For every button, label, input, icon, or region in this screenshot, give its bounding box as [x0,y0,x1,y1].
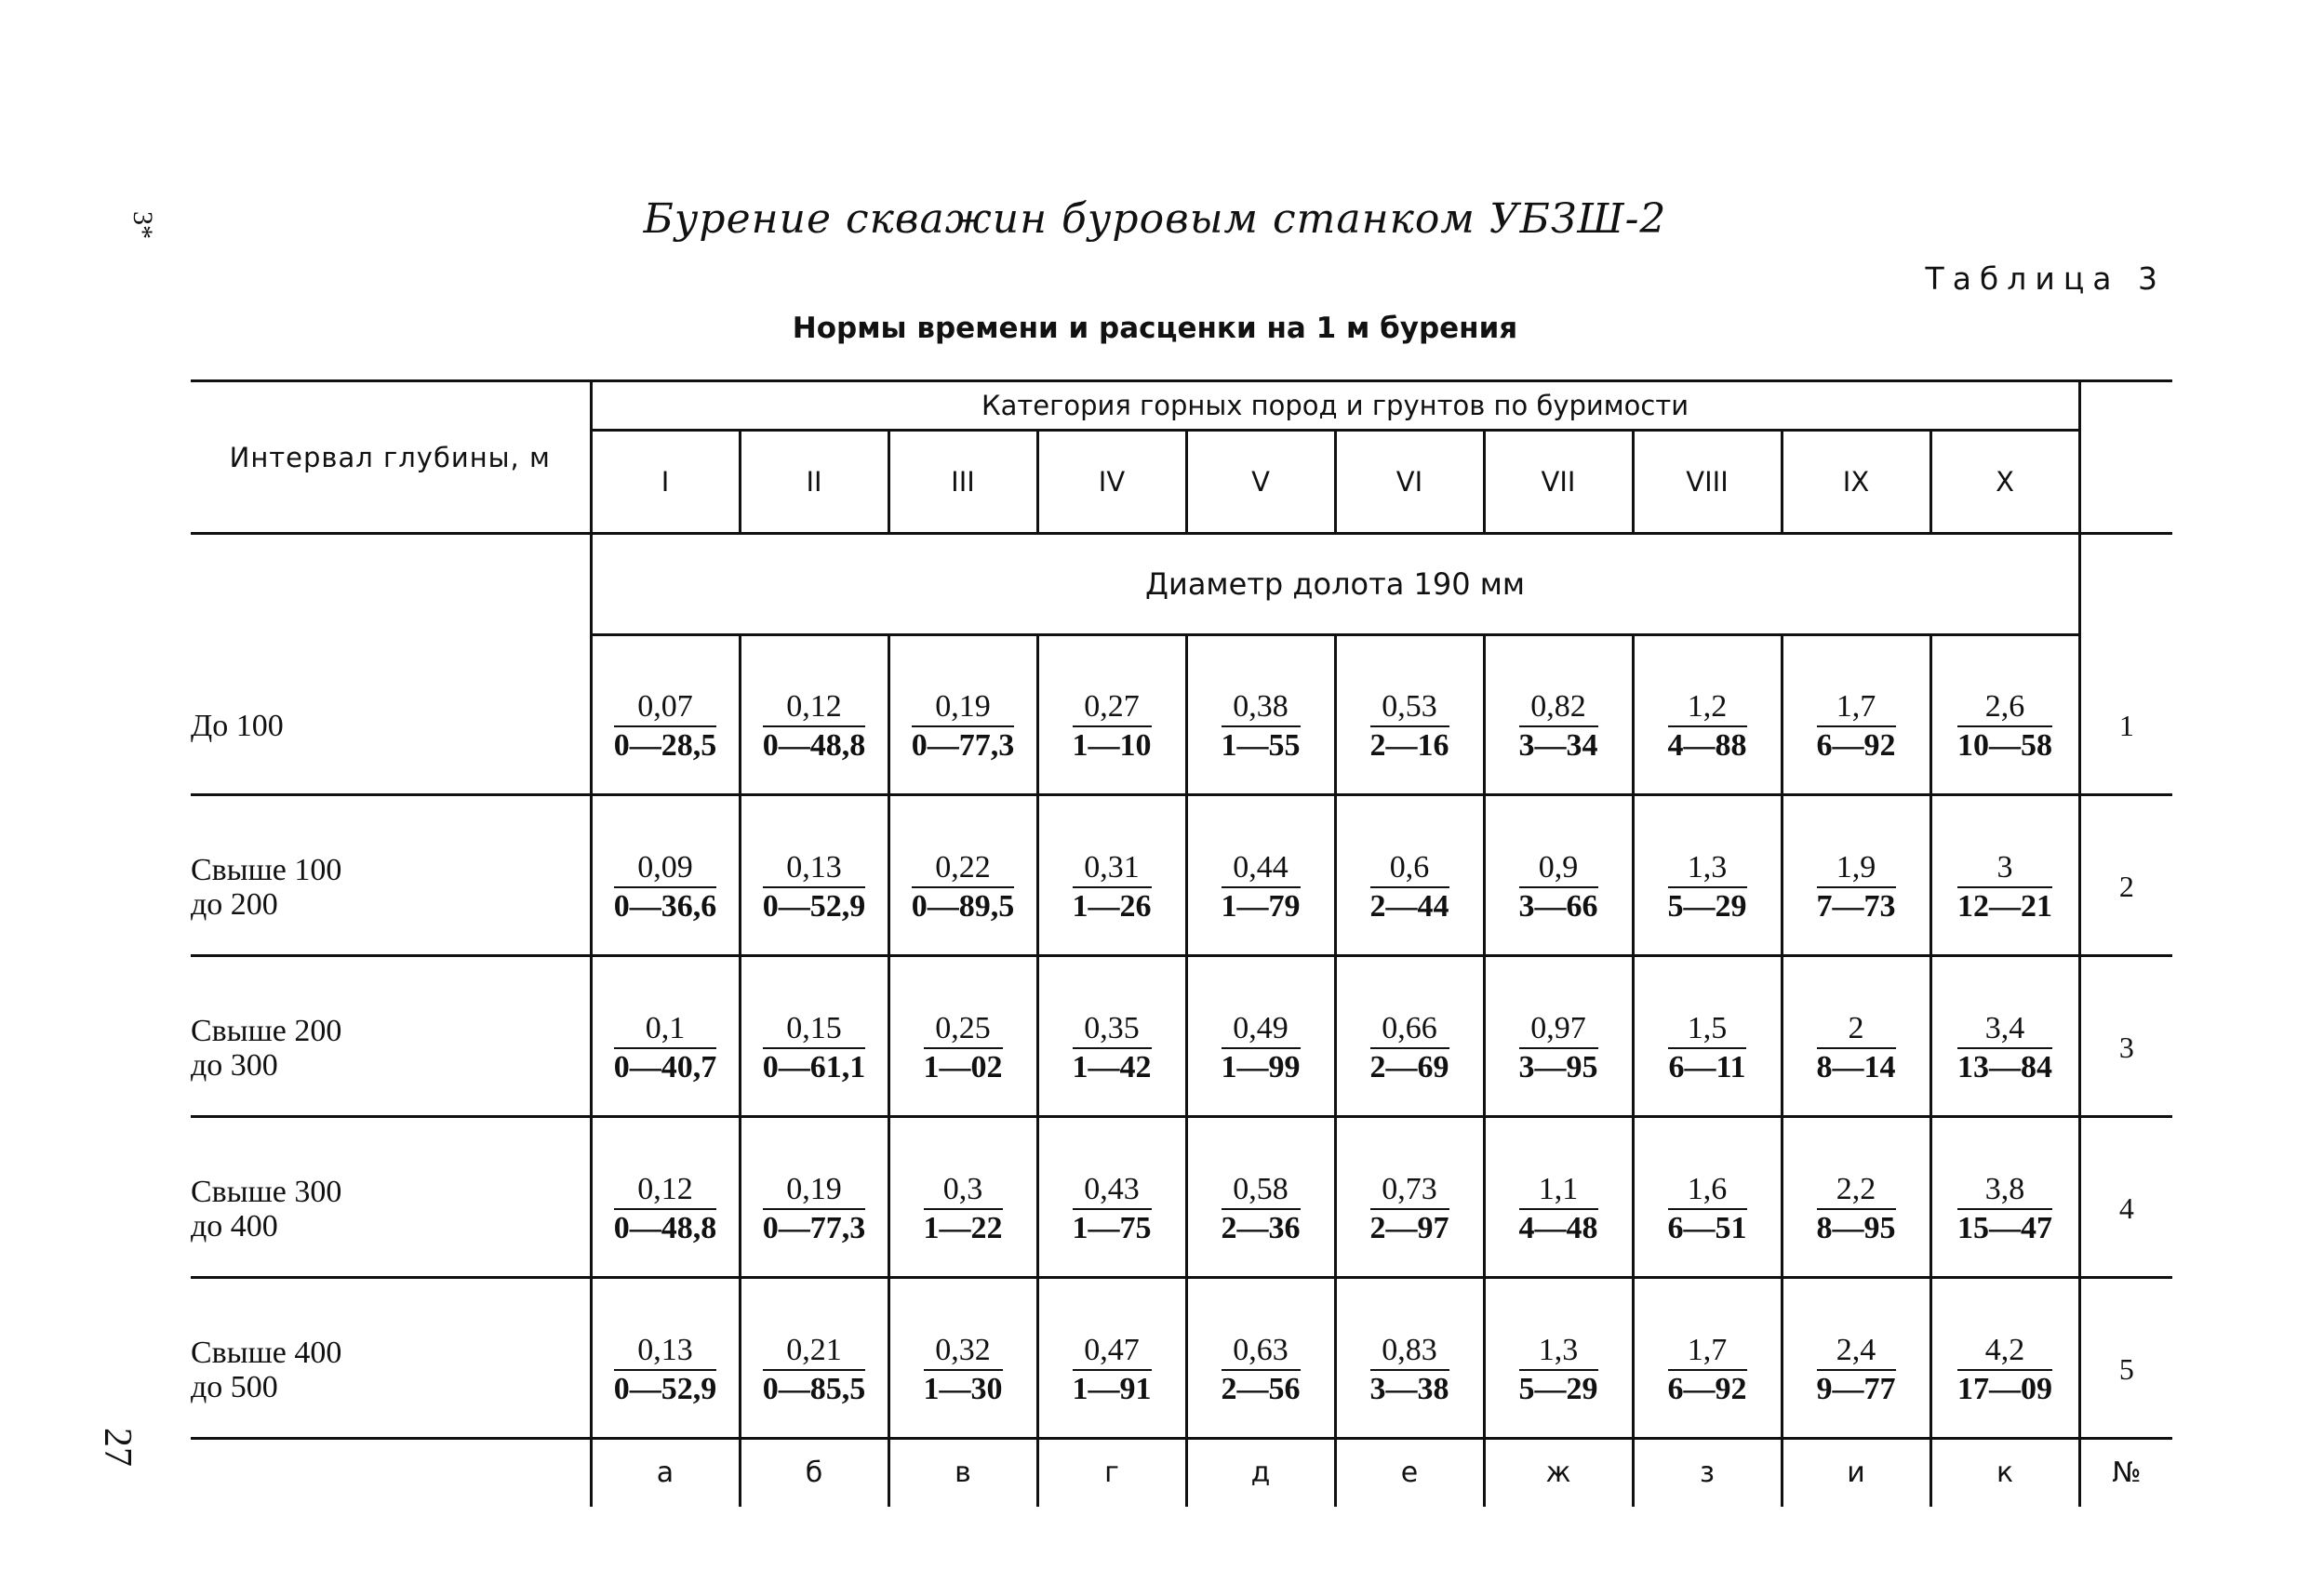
time-norm: 0,58 [1222,1171,1301,1210]
time-norm: 3,4 [1957,1010,2052,1049]
rate-cell [1930,635,2079,795]
fraction [1668,688,1747,765]
fraction [1668,1332,1747,1408]
interval-line-1: Свыше 400 [191,1335,342,1370]
time-norm: 1,5 [1668,1010,1745,1049]
rate-cell [1930,1116,2079,1277]
rate-price: 4—88 [1667,728,1747,764]
rate-price: 1—42 [1072,1049,1152,1084]
rate-cell [591,955,740,1116]
interval-line-2: до 200 [191,886,278,922]
rate-cell [1484,1277,1633,1438]
rate-price: 9—77 [1816,1371,1896,1406]
corner-mark: 3* [127,211,158,239]
rate-price: 2—16 [1369,728,1449,764]
rate-price: 1—02 [923,1049,1003,1084]
rate-price: 12—21 [1957,888,2053,924]
rate-price: 0—48,8 [762,728,866,764]
fraction [1370,1010,1449,1086]
rate-price: 3—38 [1369,1371,1449,1406]
rate-price: 6—11 [1668,1049,1746,1084]
rate-price: 1—22 [923,1210,1003,1245]
rate-cell [740,1277,888,1438]
time-norm: 0,31 [1073,849,1152,888]
fraction [1817,1010,1896,1086]
rate-cell [1633,1116,1782,1277]
rate-price: 1—99 [1221,1049,1301,1084]
fraction [924,1332,1003,1408]
time-norm: 0,12 [614,1171,717,1210]
fraction [614,1171,717,1247]
fraction [1817,688,1896,765]
category-col: X [1930,431,2079,534]
header-blank [2079,381,2172,534]
time-norm: 0,32 [924,1332,1003,1371]
row-interval-label [191,1277,591,1438]
column-letter: б [740,1438,888,1507]
rate-price: 1—10 [1072,728,1152,764]
rate-cell [1335,1116,1484,1277]
category-col: III [888,431,1037,534]
rate-price: 13—84 [1957,1049,2053,1084]
number-header: № [2112,1456,2142,1489]
page-title: Бурение скважин буровым станком УБЗШ-2 [643,195,1667,243]
time-norm: 0,22 [912,849,1015,888]
fraction [1222,688,1301,765]
rate-cell [888,955,1037,1116]
rate-cell [1930,955,2079,1116]
rate-price: 0—89,5 [911,888,1015,924]
fraction [763,1332,866,1408]
table-row [191,955,2172,1116]
rate-cell [888,635,1037,795]
rate-cell [1037,635,1186,795]
fraction [1370,1332,1449,1408]
time-norm: 0,47 [1073,1332,1152,1371]
table-row [191,1277,2172,1438]
rate-cell [1037,794,1186,955]
fraction [924,1171,1003,1247]
rate-cell [1335,794,1484,955]
rate-cell [591,1116,740,1277]
time-norm: 0,44 [1222,849,1301,888]
rate-price: 0—48,8 [613,1210,717,1245]
fraction [1519,849,1598,925]
category-col: I [591,431,740,534]
rate-price: 10—58 [1957,728,2053,764]
category-col: IX [1782,431,1930,534]
fraction [614,1010,717,1086]
fraction [1817,849,1896,925]
rate-cell [1633,794,1782,955]
column-letter: д [1186,1438,1335,1507]
category-col: II [740,431,888,534]
time-norm: 0,1 [614,1010,717,1049]
fraction [1668,849,1747,925]
rate-price: 6—51 [1667,1210,1747,1245]
rate-price: 2—36 [1221,1210,1301,1245]
time-norm: 0,38 [1222,688,1301,727]
row-number: 2 [2118,870,2134,903]
category-col: V [1186,431,1335,534]
time-norm: 2 [1817,1010,1896,1049]
fraction [1519,1010,1598,1086]
fraction [912,688,1015,765]
time-norm: 0,21 [763,1332,866,1371]
rate-price: 2—44 [1369,888,1449,924]
fraction [1668,1010,1745,1086]
rate-cell [1186,635,1335,795]
rate-price: 0—77,3 [762,1210,866,1245]
column-letter: е [1335,1438,1484,1507]
rate-price: 2—56 [1221,1371,1301,1406]
rate-price: 0—28,5 [613,728,717,764]
column-letter: ж [1484,1438,1633,1507]
fraction [763,1010,866,1086]
rate-price: 0—52,9 [762,888,866,924]
fraction [1370,849,1449,925]
rate-cell [1484,955,1633,1116]
rate-price: 1—55 [1221,728,1301,764]
rate-cell [740,794,888,955]
rate-cell [1930,1277,2079,1438]
rate-cell [740,955,888,1116]
fraction [1222,1332,1301,1408]
rate-price: 15—47 [1957,1210,2053,1245]
row-number: 4 [2118,1191,2134,1225]
rate-cell [1335,635,1484,795]
fraction [924,1010,1003,1086]
time-norm: 0,63 [1222,1332,1301,1371]
fraction [1073,1332,1152,1408]
fraction [1222,1010,1301,1086]
fraction [1222,849,1301,925]
rate-cell [1186,955,1335,1116]
column-letter: г [1037,1438,1186,1507]
category-col: VII [1484,431,1633,534]
column-letter: а [591,1438,740,1507]
rate-price: 3—34 [1518,728,1598,764]
time-norm: 4,2 [1957,1332,2052,1371]
time-norm: 0,25 [924,1010,1003,1049]
rate-cell [888,794,1037,955]
time-norm: 1,9 [1817,849,1896,888]
rate-price: 0—40,7 [613,1049,717,1084]
rate-cell [1782,1116,1930,1277]
time-norm: 2,4 [1817,1332,1896,1371]
fraction [614,849,717,925]
time-norm: 0,9 [1519,849,1598,888]
rate-cell [1037,955,1186,1116]
category-col: VIII [1633,431,1782,534]
rate-cell [1484,1116,1633,1277]
rate-price: 6—92 [1667,1371,1747,1406]
category-col: IV [1037,431,1186,534]
rate-price: 8—14 [1816,1049,1896,1084]
interval-line-1: Свыше 300 [191,1174,342,1209]
fraction [1073,1010,1152,1086]
fraction [1519,1171,1598,1247]
fraction [763,849,866,925]
time-norm: 0,07 [614,688,717,727]
time-norm: 0,73 [1370,1171,1449,1210]
time-norm: 1,3 [1668,849,1747,888]
rate-cell [1186,1277,1335,1438]
page-number: 27 [96,1428,139,1467]
category-header: Категория горных пород и грунтов по буримости [591,381,2079,431]
rate-cell [1484,794,1633,955]
table-row [191,635,2172,795]
interval-line-1: До 100 [191,709,284,743]
time-norm: 0,43 [1073,1171,1152,1210]
rate-price: 3—66 [1518,888,1598,924]
time-norm: 0,97 [1519,1010,1598,1049]
time-norm: 0,13 [763,849,866,888]
rate-price: 8—95 [1816,1210,1896,1245]
time-norm: 1,3 [1519,1332,1598,1371]
time-norm: 0,19 [912,688,1015,727]
rate-cell [1633,955,1782,1116]
time-norm: 0,66 [1370,1010,1449,1049]
rate-price: 2—97 [1369,1210,1449,1245]
data-body [191,635,2172,1439]
interval-line-1: Свыше 100 [191,852,342,887]
fraction [1073,688,1152,765]
rate-cell [1633,1277,1782,1438]
row-interval-label [191,794,591,955]
row-number: 1 [2118,709,2134,742]
fraction [1668,1171,1747,1247]
fraction [912,849,1015,925]
fraction [1957,688,2052,765]
fraction [1957,1010,2052,1086]
column-letter: и [1782,1438,1930,1507]
rate-price: 7—73 [1816,888,1896,924]
time-norm: 0,12 [763,688,866,727]
fraction [1222,1171,1301,1247]
rate-cell [1484,635,1633,795]
rate-price: 5—29 [1667,888,1747,924]
rate-cell [1782,955,1930,1116]
row-number: 5 [2118,1352,2134,1386]
rate-cell [1633,635,1782,795]
table-caption: Нормы времени и расценки на 1 м бурения [792,312,1518,345]
rate-price: 1—26 [1072,888,1152,924]
time-norm: 0,49 [1222,1010,1301,1049]
rate-cell [591,1277,740,1438]
rate-cell [1335,955,1484,1116]
rate-price: 0—36,6 [613,888,717,924]
fraction [1519,1332,1598,1408]
rate-price: 1—79 [1221,888,1301,924]
rate-price: 17—09 [1957,1371,2053,1406]
rate-cell [1037,1277,1186,1438]
fraction [614,688,717,765]
fraction [1073,849,1152,925]
rate-price: 5—29 [1518,1371,1598,1406]
rate-cell [888,1116,1037,1277]
time-norm: 0,15 [763,1010,866,1049]
fraction [1957,849,2052,925]
interval-line-2: до 400 [191,1208,278,1244]
rate-cell [591,635,740,795]
rate-cell [740,1116,888,1277]
norms-table [191,379,2172,1507]
time-norm: 0,83 [1370,1332,1449,1371]
rate-cell [1930,794,2079,955]
time-norm: 2,6 [1957,688,2052,727]
fraction [1073,1171,1152,1247]
fraction [763,688,866,765]
interval-line-2: до 500 [191,1369,278,1404]
rate-price: 6—92 [1816,728,1896,764]
rate-cell [740,635,888,795]
rate-price: 3—95 [1518,1049,1598,1084]
time-norm: 0,09 [614,849,717,888]
rate-cell [888,1277,1037,1438]
time-norm: 3,8 [1957,1171,2052,1210]
time-norm: 0,19 [763,1171,866,1210]
fraction [1519,688,1598,765]
rate-cell [1782,794,1930,955]
fraction [1370,1171,1449,1247]
time-norm: 1,2 [1668,688,1747,727]
rate-cell [1037,1116,1186,1277]
diameter-label: Диаметр долота 190 мм [591,534,2079,635]
column-letter: з [1633,1438,1782,1507]
row-interval-label [191,1116,591,1277]
time-norm: 0,13 [614,1332,717,1371]
interval-line-2: до 300 [191,1047,278,1083]
time-norm: 0,82 [1519,688,1598,727]
time-norm: 0,3 [924,1171,1003,1210]
time-norm: 1,7 [1817,688,1896,727]
time-norm: 0,53 [1370,688,1449,727]
fraction [763,1171,866,1247]
rate-price: 2—69 [1369,1049,1449,1084]
rate-price: 4—48 [1518,1210,1598,1245]
table-row [191,794,2172,955]
table-label: Таблица 3 [1925,260,2166,297]
rate-cell [1335,1277,1484,1438]
rate-cell [1782,635,1930,795]
rate-price: 0—85,5 [762,1371,866,1406]
time-norm: 2,2 [1817,1171,1896,1210]
rate-price: 1—30 [923,1371,1003,1406]
column-letter: в [888,1438,1037,1507]
interval-header: Интервал глубины, м [191,381,591,534]
table-row [191,1116,2172,1277]
rate-cell [591,794,740,955]
time-norm: 1,1 [1519,1171,1598,1210]
row-number: 3 [2118,1031,2134,1064]
time-norm: 1,6 [1668,1171,1747,1210]
fraction [614,1332,717,1408]
fraction [1370,688,1449,765]
fraction [1817,1171,1896,1247]
time-norm: 0,6 [1370,849,1449,888]
time-norm: 0,35 [1073,1010,1152,1049]
rate-price: 1—75 [1072,1210,1152,1245]
fraction [1817,1332,1896,1408]
interval-line-1: Свыше 200 [191,1013,342,1048]
fraction [1957,1171,2052,1247]
fraction [1957,1332,2052,1408]
rate-price: 0—77,3 [911,728,1015,764]
time-norm: 0,27 [1073,688,1152,727]
time-norm: 3 [1957,849,2052,888]
time-norm: 1,7 [1668,1332,1747,1371]
rate-price: 1—91 [1072,1371,1152,1406]
row-interval-label [191,955,591,1116]
rate-cell [1186,794,1335,955]
rate-cell [1782,1277,1930,1438]
rate-cell [1186,1116,1335,1277]
rate-price: 0—61,1 [762,1049,866,1084]
category-col: VI [1335,431,1484,534]
rate-price: 0—52,9 [613,1371,717,1406]
column-letter: к [1930,1438,2079,1507]
row-interval-label [191,635,591,795]
